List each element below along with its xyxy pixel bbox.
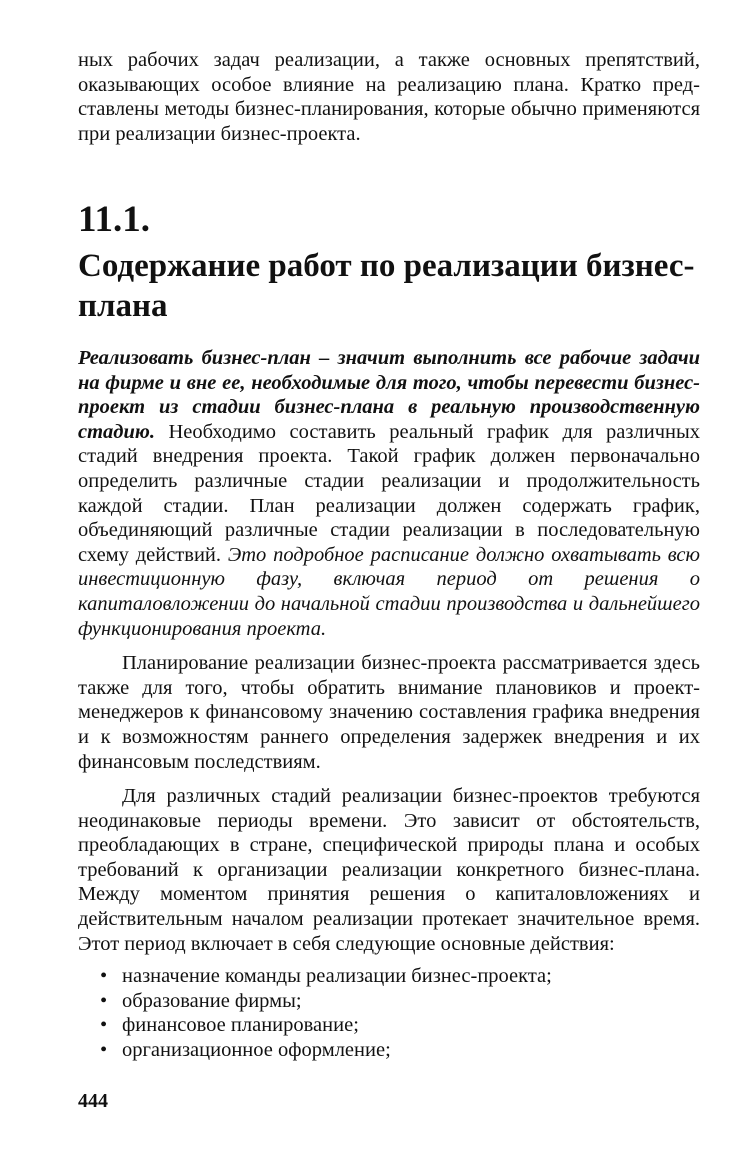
paragraph-2: Планирование реализации бизнес-проекта рассматривается здесь также для того, чтобы обратить внимание плановиков и проект-менеджеров к финансовому значению составления графика внедрения и к возможностям раннего определения задержек внедрения и их финансовым последствиям. [78, 652, 700, 773]
list-item-text: организационное оформление; [122, 1039, 391, 1062]
bullet-icon: • [100, 1014, 108, 1037]
intro-paragraph [78, 48, 700, 146]
paragraph-1 [78, 346, 700, 641]
paragraph-3: Для различных стадий реализации бизнес-проектов требуются неодинаковые периоды времени. Это зависит от обстоятельств, преобладающих в стране, специфической природы плана и особых требований к организации реализации конкретного бизнес-плана. Между моментом принятия решения о капиталовложениях и действительным началом реализации протекает значительное время. Этот период включает в себя следующие основные действия: [78, 785, 700, 955]
paragraph-1-regular: Необходимо составить реальный график для различных стадий внедрения проекта. Такой график должен первоначально определить различные стадии реализации и продолжительность каждой стадии. План реализации должен содержать график, объединяющий различные стадии реализации в последовательную схему действий. [78, 420, 700, 566]
list-item [78, 989, 700, 1014]
list-item-text: финансовое планирование; [122, 1014, 359, 1037]
page-number: 444 [78, 1090, 108, 1112]
list-item [78, 1013, 700, 1038]
section-body [78, 346, 700, 1063]
list-item [78, 1038, 700, 1063]
section-title: Содержание работ по реализации бизнес-плана [78, 248, 695, 324]
bullet-icon: • [100, 989, 108, 1012]
list-item [78, 964, 700, 989]
bullet-icon: • [100, 1039, 108, 1062]
section-number: 11.1. [78, 199, 150, 240]
list-item-text: образование фирмы; [122, 989, 302, 1012]
actions-list [78, 964, 700, 1062]
paragraph-1-italic: Это подробное расписание должно охватывать всю инвестиционную фазу, включая период от решения о капиталовложении до начальной стадии производства и дальнейшего функционирования проекта. [78, 543, 700, 640]
intro-text: ных рабочих задач реализации, а также основных препятствий, оказывающих особое влияние на реализацию плана. Кратко представлены методы бизнес-планирования, которые обычно применяются при реализации бизнес-проекта. [78, 49, 700, 145]
definition-text: Реализовать бизнес-план – значит выполнить все рабочие задачи на фирме и вне ее, необходимые для того, чтобы перевести бизнес-проект из стадии бизнес-плана в реальную производственную стадию. [78, 347, 700, 443]
list-item-text: назначение команды реализации бизнес-проекта; [122, 965, 552, 988]
bullet-icon: • [100, 965, 108, 988]
